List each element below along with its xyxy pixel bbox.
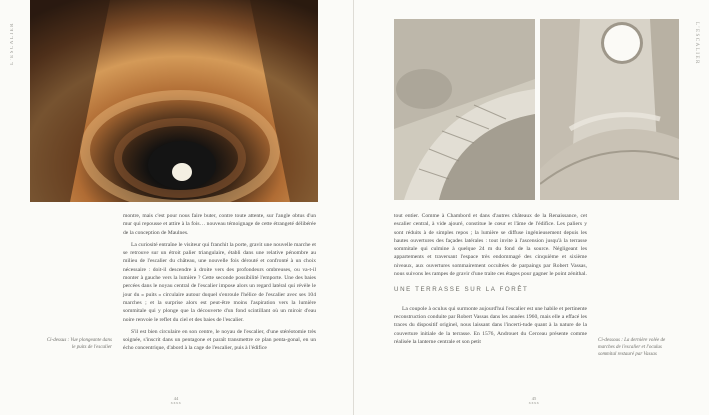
right-body-text bbox=[394, 212, 587, 350]
right-paragraph: tout entier. Comme à Chambord et dans d'autres châteaux de la Renaissance, cet escalier central, à vide ajouré, constitue le cœur et l'âme de l'édifice. Les paliers y sont réduits à de simples repos ; la lumière se diffuse ingénieusement depuis les hautes ouvertures des façades latérales : tout invite à l'ascension jusqu'à la terrasse sommitale qui culmine à quelque 24 m du fond de la source. Négligeant les appartements et traversant l'espace très endommagé des cinquième et sixième niveaux, aux ouvertures sommairement occultées de parpaings par Robert Vassas, nous suivons les rampes de gravir d'une traite ces étages pour gagner le point zénithal. bbox=[394, 213, 587, 278]
right-caption: Ci-dessous : La dernière volée de marches de l'escalier et l'oculus sommital restauré par Vassas bbox=[598, 338, 666, 357]
right-paragraph: La coupole à oculus qui surmonte aujourd'hui l'escalier est une habile et pertinente reconstruction conduite par Robert Vassas dans les années 1960, mais elle a effacé les traces du dispositif originel, nous laissant dans l'incerti-tude quant à la nature de la couverture initiale de la terrasse. En 1576, Androuet du Cerceau présente comme réalisée la lanterne centrale et son petit bbox=[394, 305, 587, 345]
left-running-head: L'ESCALIER bbox=[10, 22, 15, 65]
left-paragraph: La curiosité entraîne le visiteur qui franchit la porte, gravit une nouvelle marche et se retrouve sur un étroit palier triangulaire, établi dans une relative pénombre au milieu de l'escalier du château, une nouvelle fois dérouté et confronté à un choix nécessaire : doit-il descendre à droite vers des profondeurs ombreuses, ou va-t-il monter à gauche vers la lumière ? Cette seconde possibilité l'emporte. Une des baies percées dans le noyau central de l'escalier impose alors un regard latéral qui révèle le jour du « puits » circulaire autour duquel s'enroule l'hélice de l'escalier avec ses 104 marches ; et la surprise alors est peut-être moins l'aspiration vers la lumière sommitale qui y plonge que la découverte d'un fond scintillant où un miroir d'eau noire renvoie le reflet du ciel et des baies de l'escalier. bbox=[123, 241, 316, 323]
left-page-number: 44 bbox=[173, 396, 179, 401]
left-paragraph: S'il est bien circulaire en son centre, le noyau de l'escalier, d'une stéréotomie très soignée, s'inscrit dans un pentagone et paraît transmettre ce plan penta-gonal, en un écho concentrique, d'abord à la cage de l'escalier, puis à l'édifice bbox=[123, 328, 316, 352]
oculus-photo bbox=[540, 19, 679, 200]
stair-flight-photo-image bbox=[394, 19, 535, 200]
stairwell-photo bbox=[30, 0, 318, 202]
left-paragraph: montre, mais c'est pour nous faire buter, contre toute attente, sur l'angle obtus d'un mur qui repousse et attire à la fois… nouveau témoignage de cette étrangeté délibérée de la conception de Maulnes. bbox=[123, 213, 316, 236]
stair-flight-photo bbox=[394, 19, 535, 200]
right-page bbox=[354, 0, 709, 415]
left-folio bbox=[166, 396, 186, 405]
left-body-text bbox=[123, 212, 316, 357]
right-folio bbox=[524, 396, 544, 405]
right-folio-sub: XXXX bbox=[528, 401, 540, 405]
right-running-head: L'ESCALIER bbox=[694, 22, 699, 65]
oculus-photo-image bbox=[540, 19, 679, 200]
right-page-number: 45 bbox=[531, 396, 537, 401]
left-folio-sub: XXXX bbox=[170, 401, 182, 405]
left-page bbox=[0, 0, 354, 415]
left-caption: Ci-dessus : Vue plongeante dans le puits de l'escalier bbox=[46, 338, 112, 350]
section-heading: UNE TERRASSE SUR LA FORÊT bbox=[394, 286, 529, 294]
stairwell-photo-image bbox=[30, 0, 318, 202]
